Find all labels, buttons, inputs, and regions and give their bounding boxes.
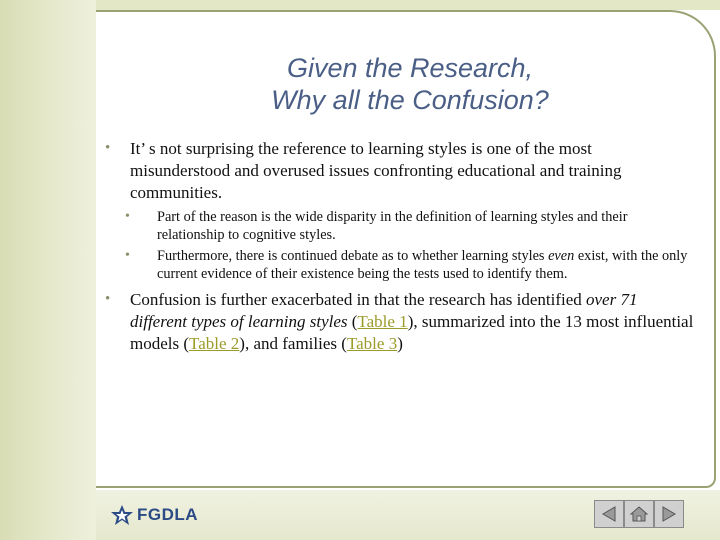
top-decor-band	[96, 0, 720, 10]
sub-bullet-1-text: Part of the reason is the wide disparity in the definition of learning styles and their relationship to cognitive styles.	[157, 209, 628, 243]
title-line-2: Why all the Confusion?	[271, 85, 549, 115]
bullet-dot-icon: •	[105, 291, 111, 307]
bullet-1	[105, 138, 695, 204]
bullet-dot-icon: •	[125, 209, 130, 224]
nav-prev-button[interactable]	[594, 500, 624, 528]
sub-bullet-2-text-a: Furthermore, there is continued debate as to whether learning styles	[157, 248, 549, 264]
bullet-dot-icon: •	[125, 248, 130, 263]
bullet-2-text-d: ), and families (	[239, 334, 347, 353]
table-2-link[interactable]: Table 2	[189, 334, 240, 353]
triangle-left-icon	[600, 505, 618, 523]
star-emblem-icon	[110, 504, 134, 526]
sub-bullet-2-text-b: exist, with the only current evidence of their existence being the tests used to identify them.	[157, 248, 688, 282]
bullet-dot-icon: •	[105, 140, 111, 156]
title-line-1: Given the Research,	[286, 53, 534, 83]
left-decor-band	[0, 0, 96, 540]
bullet-2-emphasis: over 71 different types of learning styles	[130, 290, 638, 331]
slide-body	[105, 138, 695, 355]
nav-next-button[interactable]	[654, 500, 684, 528]
sub-bullet-2	[105, 247, 695, 283]
bullet-2-text-a: Confusion is further exacerbated in that the research has identified	[130, 290, 586, 309]
triangle-right-icon	[660, 505, 678, 523]
bullet-2-text-b: (	[347, 312, 358, 331]
table-1-link[interactable]: Table 1	[357, 312, 408, 331]
sub-bullet-1	[105, 208, 695, 244]
bullet-1-text: It’ s not surprising the reference to learning styles is one of the most misunderstood and overused issues confronting educational and training communities.	[130, 139, 622, 202]
fgdla-logo	[110, 500, 198, 530]
table-3-link[interactable]: Table 3	[346, 334, 398, 353]
home-icon	[629, 505, 649, 523]
bullet-2	[105, 289, 695, 355]
sub-bullet-2-emphasis: even	[548, 248, 575, 264]
nav-home-button[interactable]	[624, 500, 654, 528]
bullet-2-text-e: )	[397, 334, 403, 353]
bullet-2-text-c: ), summarized into the 13 most influential models (	[130, 312, 694, 353]
logo-text: FGDLA	[137, 505, 199, 524]
slide-title	[180, 52, 640, 116]
